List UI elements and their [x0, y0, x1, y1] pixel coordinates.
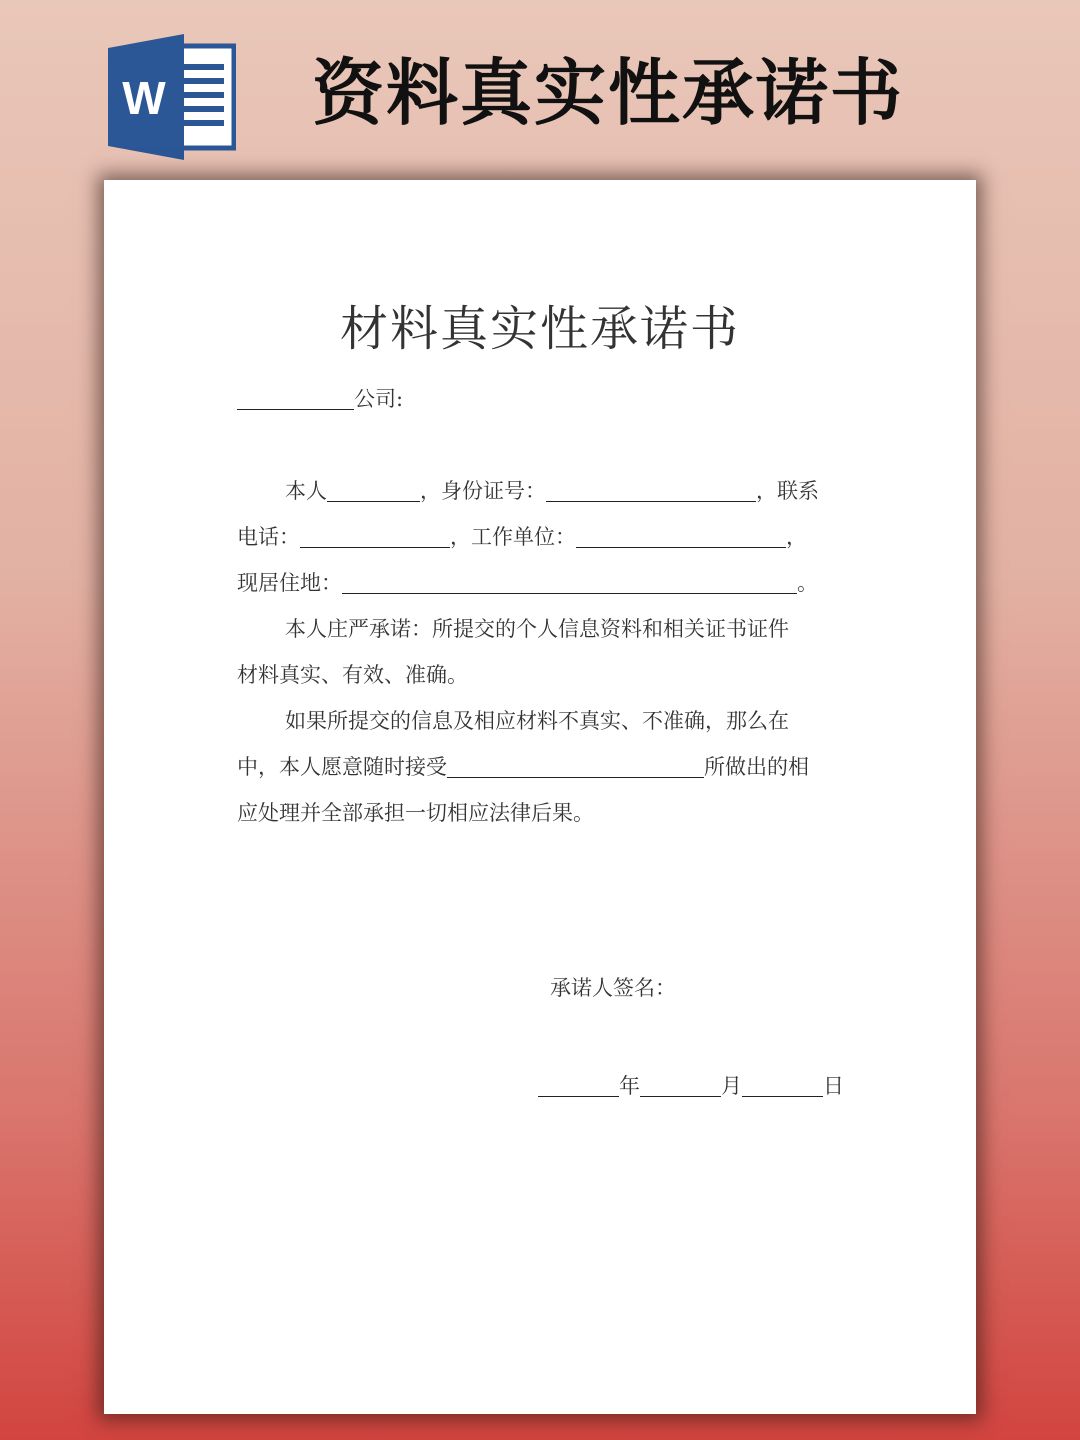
- consequence-line-3: 应处理并全部承担一切相应法律后果。: [237, 801, 594, 825]
- company-blank[interactable]: [237, 387, 354, 410]
- svg-text:W: W: [122, 72, 166, 124]
- name-blank[interactable]: [327, 479, 420, 502]
- document-page: [104, 180, 976, 1414]
- year-label: 年: [619, 1074, 640, 1098]
- work-unit-blank[interactable]: [576, 525, 786, 548]
- personal-info-line-1: [237, 468, 845, 514]
- id-number-blank[interactable]: [546, 479, 756, 502]
- date-line: [538, 1070, 844, 1100]
- day-label: 日: [823, 1074, 844, 1098]
- banner-title: 资料真实性承诺书: [312, 51, 905, 135]
- banner: [0, 0, 1080, 170]
- promise-line-1: 本人庄严承诺：所提交的个人信息资料和相关证书证件: [285, 617, 789, 641]
- word-document-icon: [108, 34, 236, 160]
- year-blank[interactable]: [538, 1074, 619, 1097]
- phone-label: 电话：: [237, 525, 300, 549]
- work-unit-label: ，工作单位：: [450, 525, 576, 549]
- line3-suffix: 。: [797, 571, 818, 595]
- phone-blank[interactable]: [300, 525, 450, 548]
- address-blank[interactable]: [342, 571, 797, 594]
- day-blank[interactable]: [742, 1074, 823, 1097]
- month-blank[interactable]: [640, 1074, 721, 1097]
- consequence-line-2: [237, 744, 845, 790]
- consequence-suffix: 所做出的相: [704, 755, 809, 779]
- line2-suffix: ，: [786, 525, 807, 549]
- personal-info-line-3: [237, 560, 845, 606]
- address-label: 现居住地：: [237, 571, 342, 595]
- consequence-line-1: 如果所提交的信息及相应材料不真实、不准确，那么在: [285, 709, 789, 733]
- document-body: [237, 376, 845, 836]
- name-label: 本人: [285, 479, 327, 503]
- signature-label: 承诺人签名：: [550, 976, 676, 1000]
- consequence-prefix: 中，本人愿意随时接受: [237, 755, 447, 779]
- company-suffix: 公司:: [354, 387, 404, 411]
- month-label: 月: [721, 1074, 742, 1098]
- id-label: ，身份证号：: [420, 479, 546, 503]
- personal-info-line-2: [237, 514, 845, 560]
- company-line: [237, 376, 845, 422]
- document-title: 材料真实性承诺书: [339, 301, 740, 357]
- promise-line-2: 材料真实、有效、准确。: [237, 663, 468, 687]
- authority-blank[interactable]: [447, 755, 704, 778]
- contact-label: ，联系: [756, 479, 819, 503]
